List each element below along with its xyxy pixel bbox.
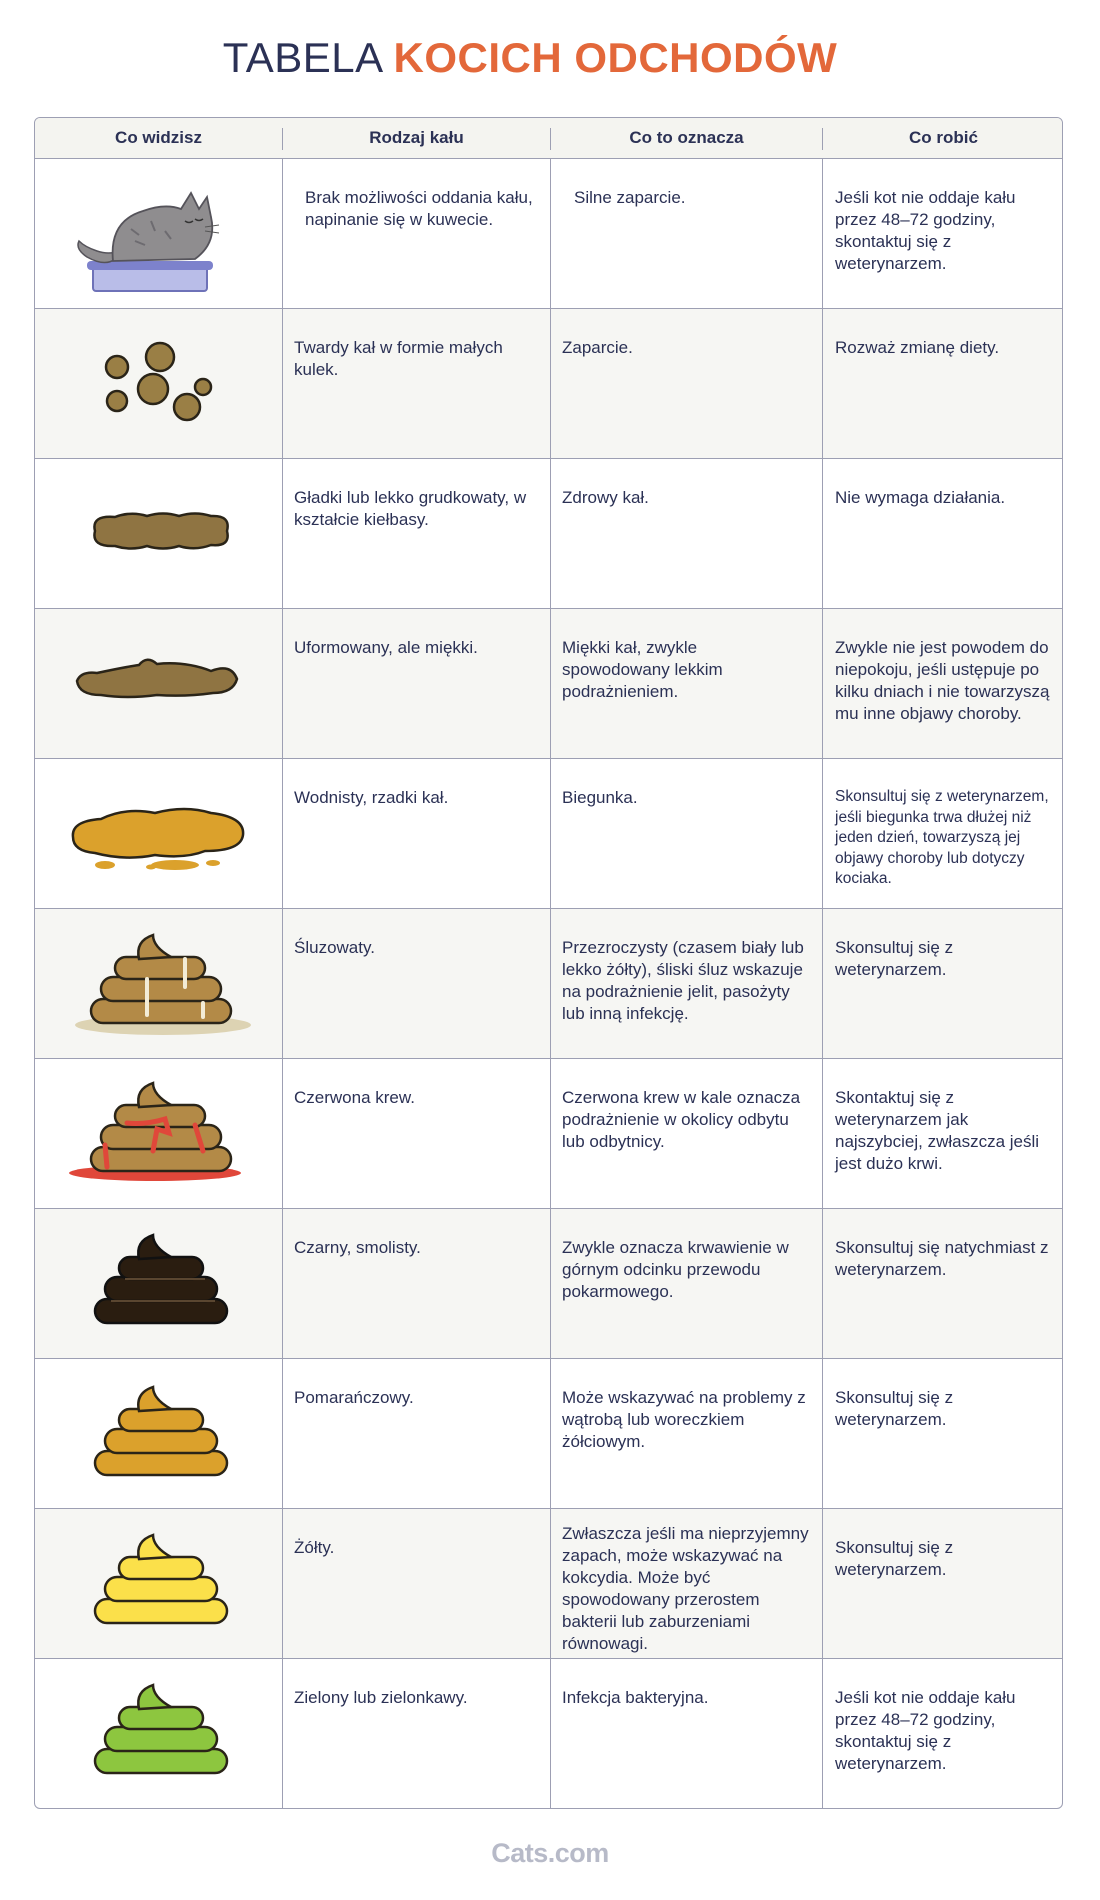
row-action-text: Skontaktuj się z weterynarzem jak najszybciej, zwłaszcza jeśli jest dużo krwi. <box>835 1088 1040 1173</box>
stool-chart-table <box>34 117 1063 1809</box>
row-action-text: Skonsultuj się z weterynarzem. <box>835 938 954 979</box>
hard-pellets-stool-icon <box>35 309 282 459</box>
mucus-stool-icon <box>35 909 282 1059</box>
row-meaning-text: Miękki kał, zwykle spowodowany lekkim podrażnieniem. <box>562 638 723 701</box>
table-row <box>35 759 1062 909</box>
row-action-text: Skonsultuj się z weterynarzem. <box>835 1388 954 1429</box>
table-row <box>35 459 1062 609</box>
row-type-text: Brak możliwości oddania kału, napinanie się w kuwecie. <box>305 188 533 229</box>
row-action-text: Jeśli kot nie oddaje kału przez 48–72 godziny, skontaktuj się z weterynarzem. <box>835 1688 1016 1773</box>
table-row <box>35 609 1062 759</box>
row-type-text: Czerwona krew. <box>294 1088 415 1107</box>
title-part-1: TABELA <box>222 34 394 81</box>
header-rodzaj-kalu: Rodzaj kału <box>369 128 464 147</box>
yellow-stool-icon <box>35 1509 282 1659</box>
header-co-to-oznacza: Co to oznacza <box>629 128 744 147</box>
row-meaning-text: Zwykle oznacza krwawienie w górnym odcinku przewodu pokarmowego. <box>562 1238 789 1301</box>
row-action-text: Nie wymaga działania. <box>835 488 1006 507</box>
row-meaning-text: Przezroczysty (czasem biały lub lekko żółty), śliski śluz wskazuje na podrażnienie jelit, pasożyty lub inną infekcję. <box>562 938 804 1023</box>
row-action-text: Zwykle nie jest powodem do niepokoju, jeśli ustępuje po kilku dniach i nie towarzyszą mu inne objawy choroby. <box>835 638 1050 723</box>
row-meaning-text: Zwłaszcza jeśli ma nieprzyjemny zapach, może wskazywać na kokcydia. Może być spowodowany przerostem bakterii lub zaburzeniami równowagi. <box>562 1524 809 1653</box>
row-type-text: Pomarańczowy. <box>294 1388 414 1407</box>
row-meaning-text: Silne zaparcie. <box>574 188 686 207</box>
table-row <box>35 309 1062 459</box>
title-part-2: KOCICH ODCHODÓW <box>393 34 838 81</box>
row-type-text: Twardy kał w formie małych kulek. <box>294 338 503 379</box>
row-type-text: Zielony lub zielonkawy. <box>294 1688 468 1707</box>
row-meaning-text: Biegunka. <box>562 788 638 807</box>
row-type-text: Czarny, smolisty. <box>294 1238 421 1257</box>
table-row <box>35 1659 1062 1809</box>
header-co-robic: Co robić <box>909 128 978 147</box>
table-row <box>35 1509 1062 1659</box>
table-row <box>35 1359 1062 1509</box>
table-row <box>35 159 1062 309</box>
soft-formed-stool-icon <box>35 609 282 759</box>
watery-stool-puddle-icon <box>35 759 282 909</box>
row-action-text: Skonsultuj się natychmiast z weterynarzem. <box>835 1238 1049 1279</box>
black-tarry-stool-icon <box>35 1209 282 1359</box>
table-row <box>35 909 1062 1059</box>
row-type-text: Żółty. <box>294 1538 335 1557</box>
table-row <box>35 1059 1062 1209</box>
row-meaning-text: Zdrowy kał. <box>562 488 649 507</box>
table-header <box>35 118 1062 159</box>
header-co-widzisz: Co widzisz <box>115 128 202 147</box>
page-title <box>0 34 1060 82</box>
green-stool-icon <box>35 1659 282 1809</box>
bloody-stool-icon <box>35 1059 282 1209</box>
row-type-text: Gładki lub lekko grudkowaty, w kształcie kiełbasy. <box>294 488 527 529</box>
row-type-text: Wodnisty, rzadki kał. <box>294 788 449 807</box>
orange-stool-icon <box>35 1359 282 1509</box>
cats-com-logo: Cats.com <box>491 1838 609 1868</box>
table-row <box>35 1209 1062 1359</box>
row-action-text: Skonsultuj się z weterynarzem. <box>835 1538 954 1579</box>
row-action-text: Jeśli kot nie oddaje kału przez 48–72 godziny, skontaktuj się z weterynarzem. <box>835 188 1016 273</box>
row-type-text: Uformowany, ale miękki. <box>294 638 478 657</box>
row-type-text: Śluzowaty. <box>294 938 375 957</box>
row-meaning-text: Infekcja bakteryjna. <box>562 1688 709 1707</box>
sausage-stool-icon <box>35 459 282 609</box>
cat-in-litter-box-icon <box>35 159 282 309</box>
row-meaning-text: Zaparcie. <box>562 338 633 357</box>
row-action-text: Rozważ zmianę diety. <box>835 338 1000 357</box>
row-action-text: Skonsultuj się z weterynarzem, jeśli biegunka trwa dłużej niż jeden dzień, towarzyszą jej objawy choroby lub dotyczy kociaka. <box>835 788 1049 887</box>
row-meaning-text: Może wskazywać na problemy z wątrobą lub woreczkiem żółciowym. <box>562 1388 806 1451</box>
row-meaning-text: Czerwona krew w kale oznacza podrażnienie w okolicy odbytu lub odbytnicy. <box>562 1088 801 1151</box>
